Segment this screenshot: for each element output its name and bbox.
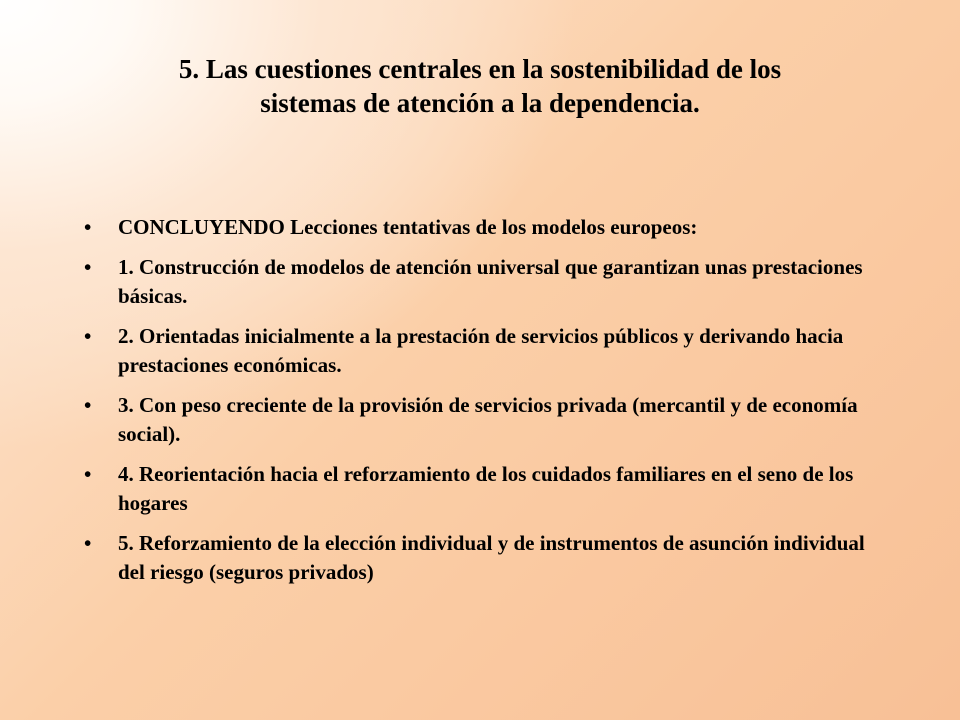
slide-title xyxy=(80,52,880,120)
bullet-icon: • xyxy=(84,255,92,279)
bullet-text: 5. Reforzamiento de la elección individual y de instrumentos de asunción individual del riesgo (seguros privados) xyxy=(118,531,865,584)
bullet-item-2 xyxy=(80,322,880,380)
bullet-icon: • xyxy=(84,531,92,555)
bullet-text: 3. Con peso creciente de la provisión de servicios privada (mercantil y de economía social). xyxy=(118,393,858,446)
bullet-item-1 xyxy=(80,253,880,311)
bullet-text: 2. Orientadas inicialmente a la prestación de servicios públicos y derivando hacia prestaciones económicas. xyxy=(118,324,844,377)
slide-title-line-2: sistemas de atención a la dependencia. xyxy=(260,88,700,118)
bullet-item-3 xyxy=(80,391,880,449)
bullet-item-5 xyxy=(80,529,880,587)
bullet-icon: • xyxy=(84,324,92,348)
bullet-text: 4. Reorientación hacia el reforzamiento de los cuidados familiares en el seno de los hogares xyxy=(118,462,854,515)
bullet-icon: • xyxy=(84,215,92,239)
bullet-text: 1. Construcción de modelos de atención universal que garantizan unas prestaciones básicas. xyxy=(118,255,863,308)
bullet-item-concluyendo xyxy=(80,213,880,242)
bullet-icon: • xyxy=(84,393,92,417)
bullet-text: CONCLUYENDO Lecciones tentativas de los modelos europeos: xyxy=(118,215,698,239)
bullet-icon: • xyxy=(84,462,92,486)
slide-title-line-1: 5. Las cuestiones centrales en la sostenibilidad de los xyxy=(178,54,782,84)
bullet-item-4 xyxy=(80,460,880,518)
bullet-list xyxy=(80,213,880,598)
